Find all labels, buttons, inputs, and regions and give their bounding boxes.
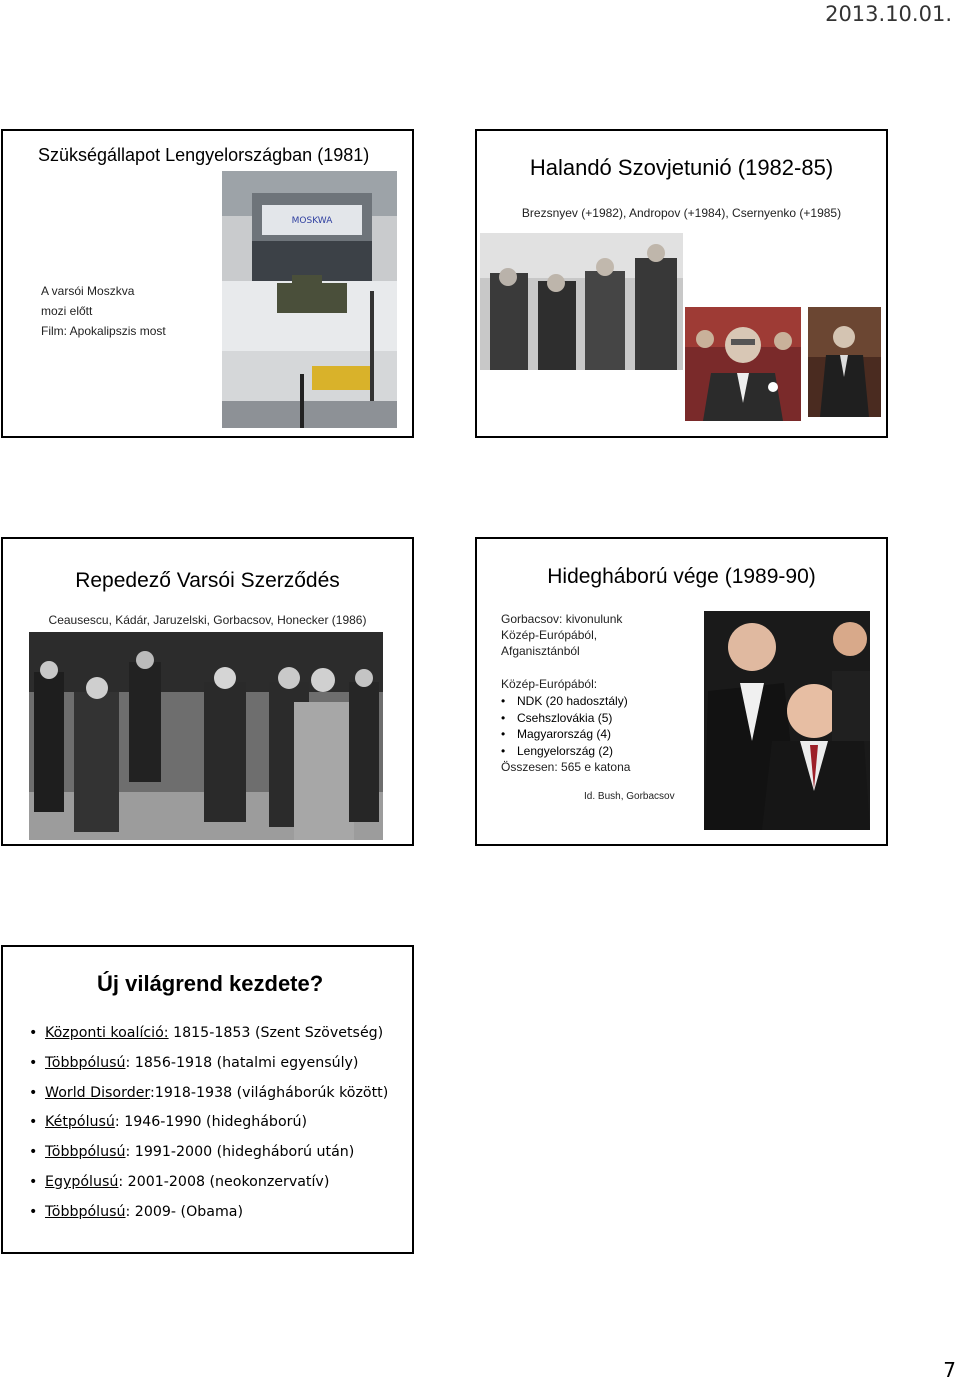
photo-warsaw-pact-leaders	[29, 632, 383, 840]
list-item	[29, 1049, 388, 1079]
photo-caption: Id. Bush, Gorbacsov	[584, 791, 675, 802]
list-item-text: : 1856-1918 (hatalmi egyensúly)	[125, 1054, 359, 1071]
slide-title: Új világrend kezdete?	[97, 971, 324, 996]
caption-line: mozi előtt	[41, 304, 93, 318]
slide-title: Hidegháború vége (1989-90)	[547, 565, 816, 588]
header-date: 2013.10.01.	[825, 2, 952, 26]
list-item: • Csehszlovákia (5)	[501, 710, 628, 727]
list-item-term: Kétpólusú	[45, 1114, 115, 1131]
world-order-list	[29, 1019, 388, 1228]
list-item: • Lengyelország (2)	[501, 743, 628, 760]
list-item	[29, 1138, 388, 1168]
list-item-text: : 2001-2008 (neokonzervatív)	[118, 1173, 330, 1190]
total-line: Összesen: 565 e katona	[501, 760, 631, 774]
list-item-text: :1918-1938 (világháborúk között)	[150, 1084, 389, 1101]
slide-title: Halandó Szovjetunió (1982-85)	[529, 155, 834, 180]
photo-sign-text: MOSKWA	[291, 216, 333, 226]
text-line: Közép-Európából,	[501, 628, 598, 642]
slide-end-of-cold-war	[475, 537, 888, 846]
list-heading: Közép-Európából:	[501, 677, 598, 691]
list-item	[29, 1019, 388, 1049]
list-item	[29, 1198, 388, 1228]
list-item-term: Többpólusú	[45, 1144, 126, 1161]
photo-andropov	[685, 307, 801, 421]
caption-line: A varsói Moszkva	[41, 284, 135, 298]
list-item-term: World Disorder	[45, 1084, 151, 1101]
photo-chernenko	[808, 307, 881, 417]
photo-bush-gorbachev	[704, 611, 870, 830]
text-line: Afganisztánból	[501, 644, 580, 658]
list-item-text: : 2009- (Obama)	[125, 1203, 243, 1220]
caption-line: Film: Apokalipszis most	[41, 324, 166, 338]
list-item: • NDK (20 hadosztály)	[501, 693, 628, 710]
troop-list	[501, 693, 628, 759]
slide-mortal-soviet	[475, 129, 888, 438]
list-item	[29, 1108, 388, 1138]
slide-new-world-order	[1, 945, 414, 1254]
slide-subtitle: Brezsnyev (+1982), Andropov (+1984), Csernyenko (+1985)	[521, 206, 842, 220]
list-item: • Magyarország (4)	[501, 726, 628, 743]
photo-brezhnev-group	[480, 233, 683, 370]
slide-title: Szükségállapot Lengyelországban (1981)	[38, 145, 370, 165]
list-item-text: : 1946-1990 (hidegháború)	[114, 1114, 307, 1131]
list-item	[29, 1079, 388, 1109]
slide-martial-law	[1, 129, 414, 438]
list-item-term: Központi koalíció:	[45, 1025, 169, 1041]
list-item-term: Többpólusú	[45, 1054, 126, 1071]
text-line: Gorbacsov: kivonulunk	[501, 612, 623, 626]
photo-warsaw-cinema	[222, 171, 397, 428]
list-item-term: Többpólusú	[45, 1203, 126, 1220]
slide-subtitle: Ceausescu, Kádár, Jaruzelski, Gorbacsov, Honecker (1986)	[48, 613, 367, 627]
slide-title: Repedező Varsói Szerződés	[75, 569, 340, 592]
list-item	[29, 1168, 388, 1198]
slide-cracking-warsaw-pact	[1, 537, 414, 846]
list-item-text: 1815-1853 (Szent Szövetség)	[168, 1025, 384, 1041]
list-item-text: : 1991-2000 (hidegháború után)	[125, 1144, 355, 1161]
list-item-term: Egypólusú	[45, 1173, 119, 1190]
page-number: 7	[943, 1358, 956, 1382]
